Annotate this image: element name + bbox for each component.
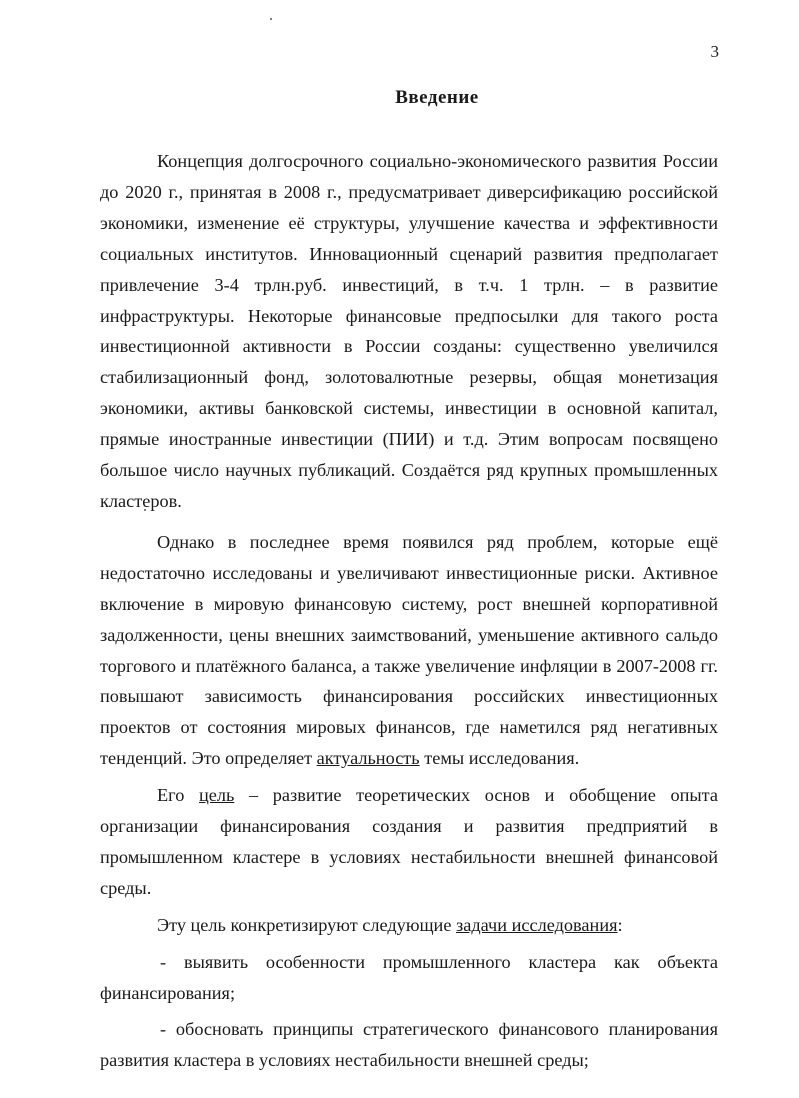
paragraph-problems <box>100 527 718 774</box>
list-item: - выявить особенности промышленного кластера как объекта финансирования; <box>100 951 718 1003</box>
paragraph-problems-end: темы исследования. <box>419 748 580 769</box>
paragraph-concept: Концепция долгосрочного социально-экономического развития России до 2020 г., принятая в 2008 г., предусматривает диверсификацию российской экономики, изменение её структуры, улучшение качества и эффективности социальных институтов. Инновационный сценарий развития предполагает привлечение 3-4 трлн.руб. инвестиций, в т.ч. 1 трлн. – в развитие инфраструктуры. Некоторые финансовые предпосылки для такого роста инвестиционной активности в России созданы: существенно увеличился стабилизационный фонд, золотовалютные резервы, общая монетизация экономики, активы банковской системы, инвестиции в основной капитал, прямые иностранные инвестиции (ПИИ) и т.д. Этим вопросам посвящено большое число научных публикаций. Создаётся ряд крупных промышленных кластеров. <box>100 151 718 511</box>
paragraph-goal-text: – развитие теоретических основ и обобщение опыта организации финансирования создания и развития предприятий в промышленном кластере в условиях нестабильности внешней финансовой среды. <box>100 785 718 898</box>
relevance-term: актуальность <box>316 748 420 769</box>
paragraph-tasks-intro-end: : <box>617 914 623 935</box>
document-body <box>100 146 718 1076</box>
page-number: 3 <box>710 42 719 61</box>
tasks-term: задачи исследования <box>456 914 618 935</box>
paragraph-tasks-intro-start: Эту цель конкретизируют следующие <box>157 914 457 935</box>
paragraph-goal <box>100 780 718 904</box>
goal-term: цель <box>198 785 235 806</box>
scan-speck <box>270 18 272 20</box>
paragraph-goal-start: Его <box>157 785 199 806</box>
list-item: - обосновать принципы стратегического финансового планирования развития кластера в условиях нестабильности внешней среды; <box>100 1019 718 1071</box>
page-title: Введение <box>395 87 479 108</box>
paragraph-problems-text: Однако в последнее время появился ряд проблем, которые ещё недостаточно исследованы и увеличивают инвестиционные риски. Активное включение в мировую финансовую систему, рост внешней корпоративной задолженности, цены внешних заимствований, уменьшение активного сальдо торгового и платёжного баланса, а также увеличение инфляции в 2007-2008 гг. повышают зависимость финансирования российских инвестиционных проектов от состояния мировых финансов, где наметился ряд негативных тенденций. Это определяет <box>100 531 718 769</box>
paragraph-tasks-intro <box>100 910 718 941</box>
